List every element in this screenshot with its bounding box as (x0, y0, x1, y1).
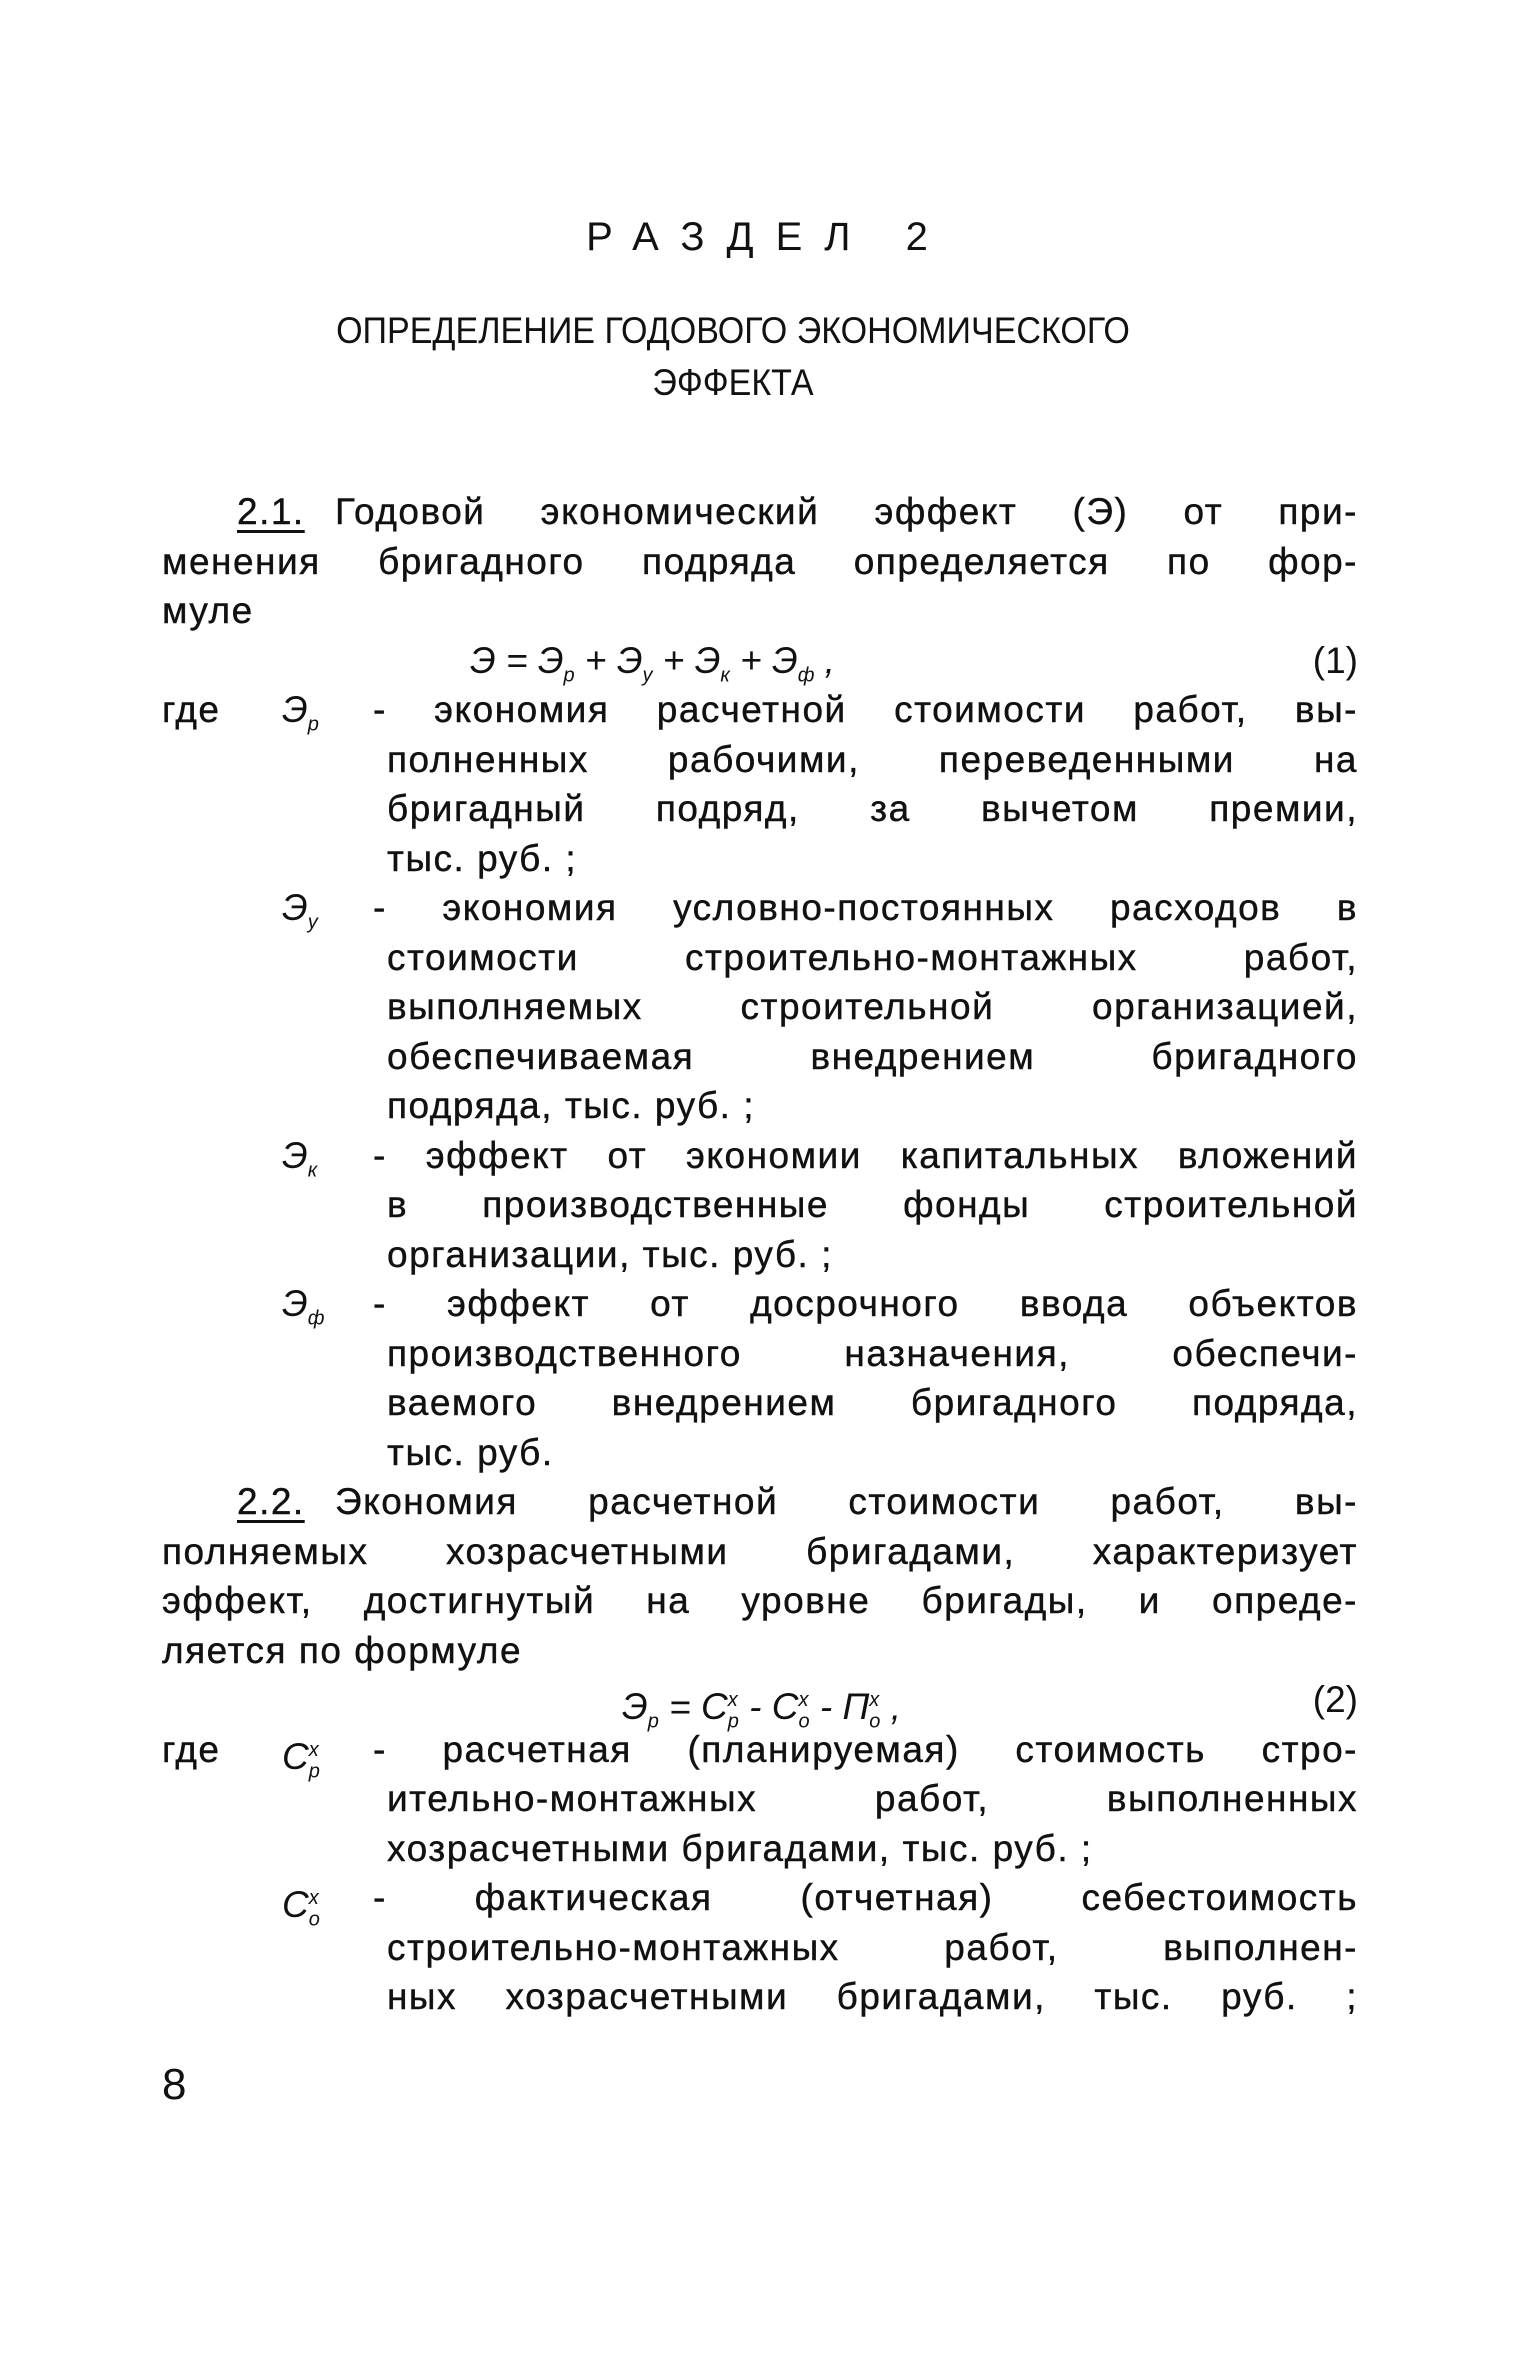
subscript: ф (797, 663, 815, 686)
definition-symbol (282, 1726, 320, 1796)
text-line: стоимости строительно-монтажных работ, (387, 936, 1358, 978)
text-line: выполняемых строительной организацией, (387, 986, 1358, 1027)
text-line: полненных рабочими, переведенными на (387, 738, 1358, 780)
superscript: х (727, 1689, 738, 1711)
equation-number: (2) (1312, 1679, 1358, 1720)
text-line: - эффект от экономии капитальных вложений (373, 1134, 1358, 1176)
text-line: ительно-монтажных работ, выполненных (387, 1778, 1358, 1819)
math-symbol (282, 887, 318, 934)
text-line: бригадный подряд, за вычетом премии, (387, 788, 1358, 829)
math-symbol (537, 639, 575, 686)
text-line: - эффект от досрочного ввода объектов (373, 1283, 1358, 1324)
subscript: р (563, 663, 575, 686)
math-term: П (842, 1686, 870, 1728)
math-symbol (739, 1686, 772, 1727)
math-symbol (282, 689, 319, 736)
math-symbol (575, 640, 617, 681)
subscript: у (307, 911, 318, 934)
math-symbol (282, 1134, 318, 1181)
text-line: в производственные фонды строительной (387, 1184, 1358, 1225)
subscript: р (647, 1710, 659, 1733)
text-line: - экономия расчетной стоимости работ, вы- (373, 689, 1358, 730)
math-symbol (700, 1686, 739, 1733)
paragraph-number: 2.2. (237, 1481, 305, 1522)
text-line: тыс. руб. (387, 1431, 554, 1473)
math-term: Э (616, 639, 643, 681)
subscript: к (720, 663, 730, 686)
math-symbol (810, 1686, 843, 1727)
text-line: строительно-монтажных работ, выполнен- (387, 1926, 1358, 1968)
text-line: обеспечиваемая внедрением бригадного (387, 1035, 1358, 1077)
definition-symbol (282, 686, 319, 748)
math-term: С (282, 1735, 309, 1777)
definition-symbol (282, 884, 318, 946)
definition-symbol (282, 1280, 324, 1342)
math-symbol (814, 640, 835, 681)
math-term: , (814, 639, 835, 681)
math-symbol (842, 1686, 881, 1733)
math-term: Э (282, 1283, 308, 1324)
math-term: + (574, 639, 617, 681)
math-term: Э (282, 887, 308, 928)
text-line: ваемого внедрением бригадного подряда, (387, 1382, 1358, 1423)
math-symbol (622, 1686, 659, 1733)
section-heading-line-2: ЭФФЕКТА (652, 362, 814, 403)
math-symbol (282, 1884, 320, 1931)
math-term: + (729, 639, 772, 681)
where-label: где (162, 689, 221, 730)
subscript: о (308, 1908, 320, 1931)
definition-symbol (282, 1874, 320, 1944)
math-term: Э (694, 639, 721, 681)
math-symbol (694, 639, 730, 686)
subscript: о (869, 1710, 881, 1733)
math-term: Э (622, 1686, 648, 1728)
text-line: ляется по формуле (162, 1629, 523, 1671)
subscript: ф (307, 1307, 325, 1330)
math-term: - (809, 1686, 843, 1728)
math-term: С (282, 1884, 309, 1926)
math-term: Э = (470, 639, 538, 681)
text-line: - экономия условно-постоянных расходов в (373, 887, 1358, 928)
subscript: к (307, 1158, 318, 1181)
section-title: РАЗДЕЛ 2 (586, 215, 950, 259)
text-line: эффект, достигнутый на уровне бригады, и опреде- (162, 1580, 1358, 1621)
math-term: + (652, 639, 695, 681)
math-symbol (470, 640, 538, 681)
subscript: р (308, 1760, 320, 1783)
superscript: х (869, 1689, 880, 1711)
section-heading-line-1: ОПРЕДЕЛЕНИЕ ГОДОВОГО ЭКОНОМИЧЕСКОГО (336, 310, 1130, 351)
math-symbol (880, 1686, 901, 1727)
superscript: х (308, 1738, 319, 1761)
text-line: хозрасчетными бригадами, тыс. руб. ; (387, 1827, 1093, 1869)
math-symbol (653, 640, 695, 681)
math-symbol (282, 1283, 325, 1330)
text-line: Годовой экономический эффект (Э) от при- (335, 491, 1358, 532)
text-line: Экономия расчетной стоимости работ, вы- (335, 1481, 1358, 1522)
text-line: - фактическая (отчетная) себестоимость (373, 1877, 1358, 1918)
math-term: Э (282, 689, 308, 730)
text-line: менения бригадного подряда определяется по фор- (162, 540, 1358, 582)
math-symbol (771, 1686, 810, 1733)
superscript: х (308, 1887, 319, 1909)
equation-number: (1) (1312, 639, 1358, 681)
text-line: муле (162, 590, 254, 631)
math-term: , (880, 1686, 901, 1728)
math-symbol (616, 639, 653, 686)
math-symbol (730, 640, 772, 681)
where-label: где (162, 1728, 221, 1770)
subscript: р (727, 1710, 739, 1733)
text-line: тыс. руб. ; (387, 837, 578, 879)
math-term: С (700, 1686, 728, 1728)
text-line: ных хозрасчетными бригадами, тыс. руб. ; (387, 1976, 1358, 2017)
math-symbol (772, 639, 815, 686)
page-number: 8 (162, 2060, 187, 2109)
text-line: - расчетная (планируемая) стоимость стро- (373, 1728, 1358, 1770)
text-line: подряда, тыс. руб. ; (387, 1085, 756, 1126)
subscript: о (798, 1710, 810, 1733)
paragraph-number: 2.1. (237, 491, 305, 532)
text-line: организации, тыс. руб. ; (387, 1233, 833, 1275)
math-term: Э (537, 639, 564, 681)
subscript: р (307, 713, 319, 736)
math-term: - (738, 1686, 772, 1728)
subscript: у (642, 663, 653, 686)
math-symbol (282, 1735, 320, 1783)
text-line: производственного назначения, обеспечи- (387, 1332, 1358, 1374)
text-line: полняемых хозрасчетными бригадами, характеризует (162, 1530, 1358, 1572)
superscript: х (798, 1689, 809, 1711)
math-term: Э (282, 1134, 308, 1176)
math-term: С (771, 1686, 799, 1728)
math-symbol (659, 1686, 701, 1727)
math-term: Э (772, 639, 798, 681)
definition-symbol (282, 1132, 317, 1194)
math-term: = (658, 1686, 701, 1728)
